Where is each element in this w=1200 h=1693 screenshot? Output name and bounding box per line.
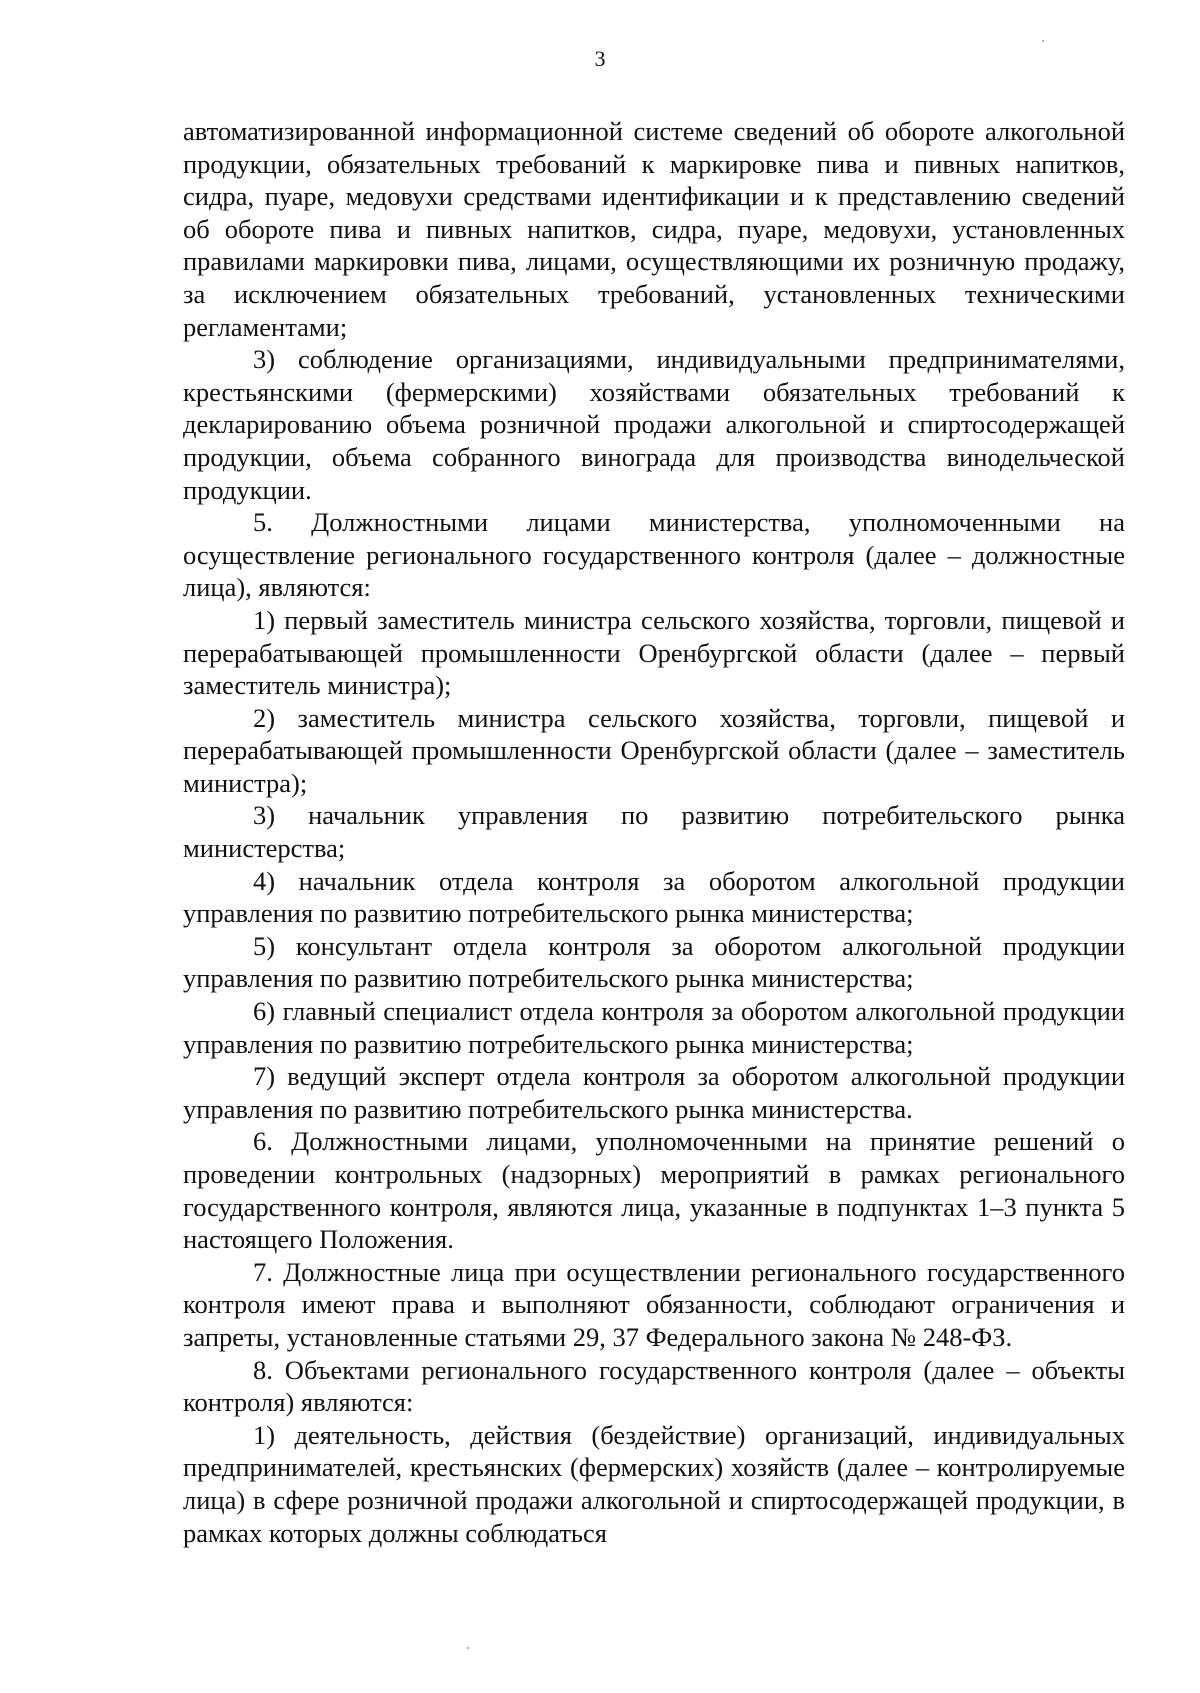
scan-speck (467, 1647, 469, 1649)
paragraph-7-rights: 7. Должностные лица при осуществлении регионального государственного контроля имеют права и выполняют обязанности, соблюдают ограничения и запреты, установленные статьями 29, 37 Федерального закона № 248-ФЗ. (183, 1256, 1125, 1352)
paragraph-5-item-3: 3) начальник управления по развитию потребительского рынка министерства; (183, 800, 1125, 864)
paragraph-continuation: автоматизированной информационной системе сведений об обороте алкогольной продукции, обязательных требований к маркировке пива и пивных напитков, сидра, пуаре, медовухи средствами идентификации и к представлению сведений об обороте пива и пивных напитков, сидра, пуаре, медовухи, установленных правилами маркировки пива, лицами, осуществляющими их розничную продажу, за исключением обязательных требований, установленных техническими регламентами; (183, 116, 1125, 342)
scan-speck (1042, 40, 1044, 42)
document-body (183, 115, 1125, 1549)
paragraph-5-item-1: 1) первый заместитель министра сельского хозяйства, торговли, пищевой и перерабатывающей промышленности Оренбургской области (далее – первый заместитель министра); (183, 604, 1125, 701)
paragraph-5-item-7: 7) ведущий эксперт отдела контроля за оборотом алкогольной продукции управления по развитию потребительского рынка министерства. (183, 1061, 1125, 1124)
paragraph-5-officials: 5. Должностными лицами министерства, уполномоченными на осуществление регионального государственного контроля (далее – должностные лица), являются: (183, 507, 1125, 603)
page-number: 3 (594, 46, 606, 71)
paragraph-5-item-6: 6) главный специалист отдела контроля за оборотом алкогольной продукции управления по развитию потребительского рынка министерства; (183, 996, 1125, 1059)
paragraph-5-item-4: 4) начальник отдела контроля за оборотом алкогольной продукции управления по развитию потребительского рынка министерства; (183, 865, 1125, 929)
paragraph-5-item-2: 2) заместитель министра сельского хозяйства, торговли, пищевой и перерабатывающей промышленности Оренбургской области (далее – заместитель министра); (183, 702, 1125, 798)
paragraph-8-item-1: 1) деятельность, действия (бездействие) организаций, индивидуальных предпринимателей, крестьянских (фермерских) хозяйств (далее – контролируемые лица) в сфере розничной продажи алкогольной и спиртосодержащей продукции, в рамках которых должны соблюдаться (183, 1419, 1125, 1548)
paragraph-5-item-5: 5) консультант отдела контроля за оборотом алкогольной продукции управления по развитию потребительского рынка министерства; (183, 930, 1125, 994)
paragraph-8-objects: 8. Объектами регионального государственного контроля (далее – объекты контроля) являются: (183, 1354, 1125, 1418)
paragraph-6-decision-makers: 6. Должностными лицами, уполномоченными на принятие решений о проведении контрольных (надзорных) мероприятий в рамках регионального государственного контроля, являются лица, указанные в подпунктах 1–3 пункта 5 настоящего Положения. (183, 1126, 1125, 1255)
paragraph-item-3-declaration: 3) соблюдение организациями, индивидуальными предпринимателями, крестьянскими (фермерскими) хозяйствами обязательных требований к декларированию объема розничной продажи алкогольной и спиртосодержащей продукции, объема собранного винограда для производства винодельческой продукции. (183, 344, 1125, 505)
